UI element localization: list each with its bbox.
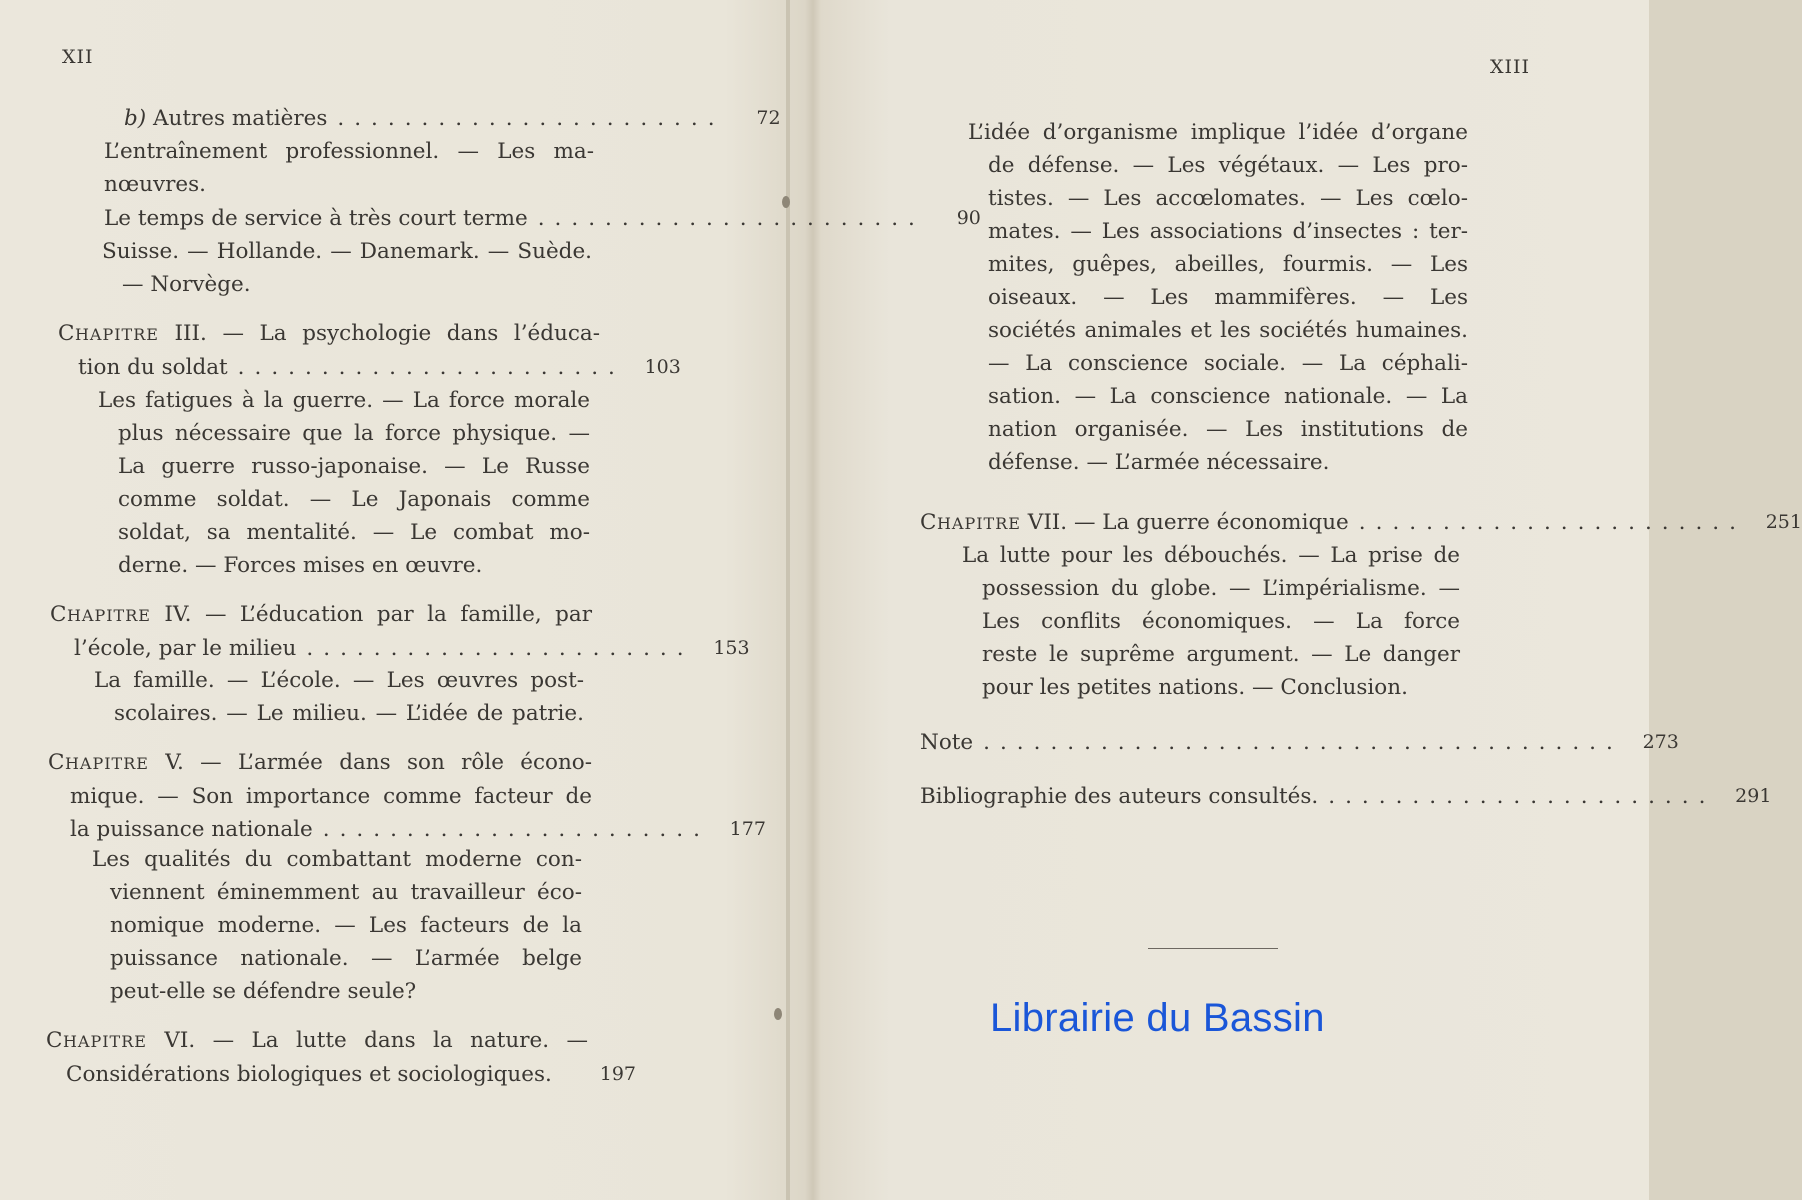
page-folio: XIII	[1490, 56, 1531, 78]
toc-description: Les fatigues à la guerre. — La force morale plus nécessaire que la force physique. — La guerre russo-japonaise. — Le Russe comme soldat. — Le Japonais comme soldat, sa mentalité. — Le combat mo- derne. — Forces mises en œuvre.	[98, 388, 590, 578]
page-number: 273	[1642, 731, 1679, 753]
separator-rule	[1148, 948, 1278, 949]
chapter-label: CHAPITRE	[48, 750, 149, 775]
page-number: 197	[599, 1063, 636, 1085]
toc-description: La lutte pour les débouchés. — La prise de possession du globe. — L’impérialisme. — Les conflits économiques. — La force reste le suprême argument. — Le danger pour les petites nations. — Conclusion.	[962, 543, 1460, 700]
page-number: 291	[1735, 785, 1772, 807]
toc-entry-note: Note ...................................... 273	[920, 726, 1518, 759]
toc-entry-temps-de-service: Le temps de service à très court terme ....................... 90	[104, 202, 648, 235]
toc-entry-autres-matieres: b) Autres matières ....................... 72	[124, 102, 648, 135]
toc-description: Les qualités du combattant moderne con- viennent éminemment au travailleur éco- nomique moderne. — Les facteurs de la puissance nationale. — L’armée belge peut-elle se défendre seule?	[92, 847, 582, 1004]
chapter-label: CHAPITRE	[920, 510, 1021, 535]
page-number: 153	[713, 637, 750, 659]
page-number: 90	[956, 207, 981, 229]
chapter-label: CHAPITRE	[46, 1028, 147, 1053]
toc-chapter-iii: CHAPITRE III. — La psychologie dans l’éduca- tion du soldat ....................... 103	[58, 317, 648, 384]
page-number: 103	[644, 356, 681, 378]
toc-entry-bibliographie: Bibliographie des auteurs consultés. ....................... 291	[920, 780, 1518, 813]
toc-chapter-vii: CHAPITRE VII. — La guerre économique ....................... 251	[920, 506, 1518, 540]
chapter-label: CHAPITRE	[58, 321, 159, 346]
toc-description: La famille. — L’école. — Les œuvres post- scolaires. — Le milieu. — L’idée de patrie.	[94, 668, 584, 726]
page-number: 72	[756, 107, 781, 129]
page-number: 177	[729, 818, 766, 840]
page-folio: XII	[62, 46, 94, 68]
page-number: 251	[1765, 511, 1802, 533]
toc-description: L’entraînement professionnel. — Les ma- nœuvres.	[104, 139, 594, 197]
toc-chapter-v: CHAPITRE V. — L’armée dans son rôle écono- mique. — Son importance comme facteur de la puissance nationale ....................... 177	[48, 746, 640, 846]
toc-description: L’idée d’organisme implique l’idée d’organe de défense. — Les végétaux. — Les pro- tistes. — Les accœlomates. — Les cœlo- mates. — Les associations d’insectes : ter- mites, guêpes, abeilles, fourmis. — Les oiseaux. — Les mammifères. — Les sociétés animales et les sociétés humaines. — La conscience sociale. — La céphali- sation. — La conscience nationale. — La nation organisée. — Les institutions de défense. — L’armée nécessaire.	[968, 120, 1468, 475]
chapter-label: CHAPITRE	[50, 602, 151, 627]
toc-chapter-iv: CHAPITRE IV. — L’éducation par la famille, par l’école, par le milieu ....................... 153	[50, 598, 640, 665]
toc-description: Suisse. — Hollande. — Danemark. — Suède. — Norvège.	[102, 239, 592, 297]
watermark: Librairie du Bassin	[990, 996, 1325, 1040]
toc-chapter-vi: CHAPITRE VI. — La lutte dans la nature. — Considérations biologiques et sociologiques. 197	[46, 1024, 636, 1091]
